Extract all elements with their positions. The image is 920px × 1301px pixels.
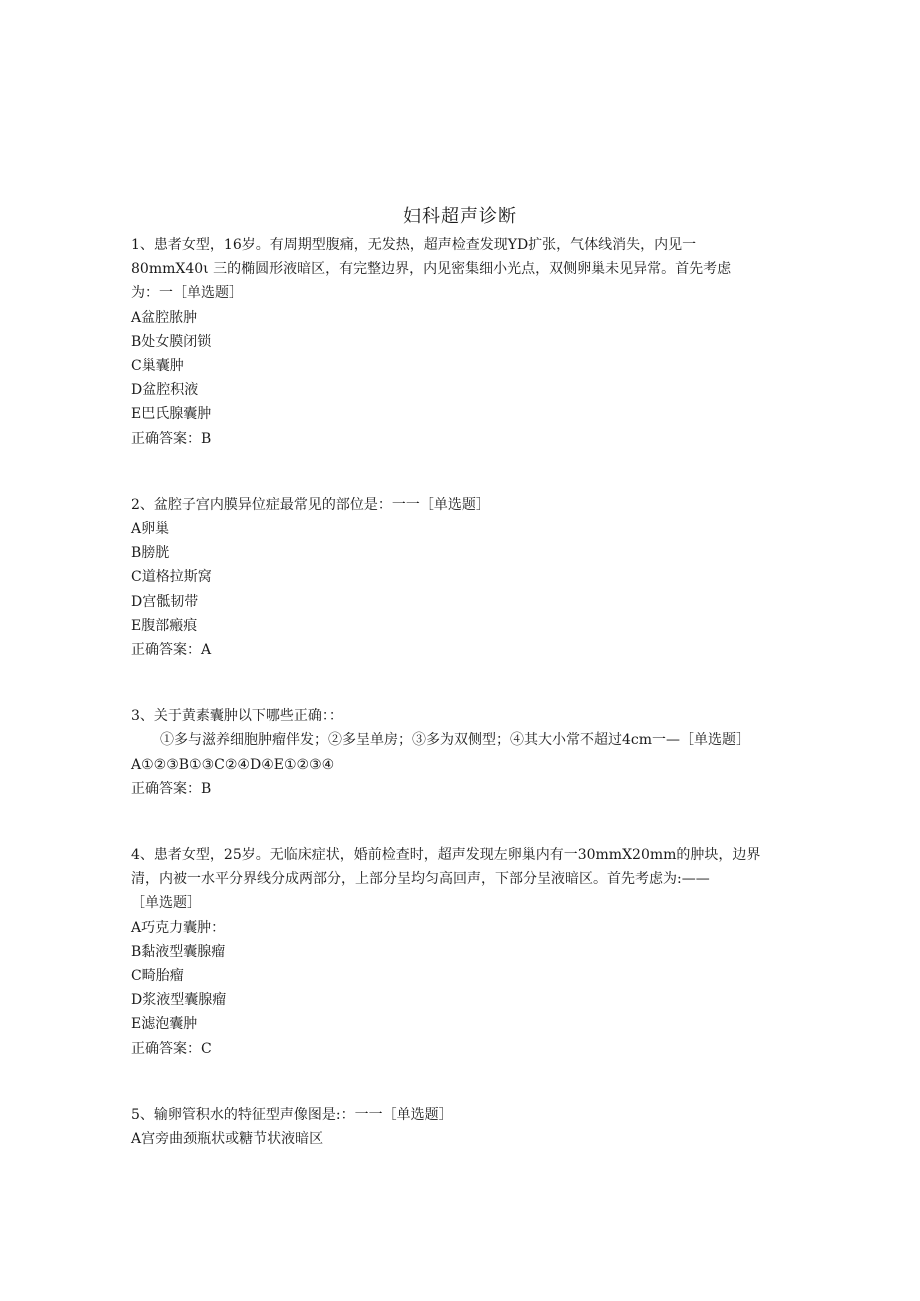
option-e: E巴氏腺囊肿 [131, 406, 212, 423]
document-title: 妇科超声诊断 [403, 206, 517, 227]
question-stem-line: 80mmX40ι 三的椭圆形液暗区，有完整边界，内见密集细小光点，双侧卵巢未见异常。首先考虑 [131, 261, 732, 278]
question-1 [131, 233, 796, 451]
question-spacer [131, 451, 796, 493]
question-5 [131, 1103, 796, 1151]
option-a: A卵巢 [131, 521, 170, 538]
question-spacer [131, 1061, 796, 1103]
question-stem-line: ［单选题］ [131, 895, 201, 912]
question-4 [131, 843, 796, 1061]
correct-answer: 正确答案：A [131, 642, 212, 659]
option-c: C巢囊肿 [131, 358, 184, 375]
question-stem-line: 5、输卵管积水的特征型声像图是:：一一［单选题］ [131, 1106, 453, 1123]
option-e: E腹部瘢痕 [131, 617, 198, 634]
question-stem-line: ①多与滋养细胞肿瘤伴发；②多呈单房；③多为双侧型；④其大小常不超过4cm一—［单选题］ [160, 732, 751, 749]
question-stem-line: 4、患者女型，25岁。无临床症状，婚前检查时，超声发现左卵巢内有一30mmX20mm的肿块，边界 [131, 847, 761, 864]
question-3 [131, 704, 796, 801]
correct-answer: 正确答案：B [131, 780, 212, 797]
option-c: C道格拉斯窝 [131, 569, 212, 586]
correct-answer: 正确答案：C [131, 1040, 212, 1057]
question-stem-line: 3、关于黄素囊肿以下哪些正确：： [131, 708, 343, 725]
question-spacer [131, 801, 796, 843]
option-e: E滤泡囊肿 [131, 1016, 198, 1033]
option-b: B黏液型囊腺瘤 [131, 943, 226, 960]
question-stem-line: 清，内被一水平分界线分成两部分，上部分呈均匀高回声，下部分呈液暗区。首先考虑为:—— [131, 871, 710, 888]
correct-answer: 正确答案：B [131, 430, 212, 447]
option-a: A盆腔脓肿 [131, 309, 198, 326]
option-d: D宫骶韧带 [131, 593, 199, 610]
option-a: A宫旁曲颈瓶状或糖节状液暗区 [131, 1131, 324, 1148]
option-d: D浆液型囊腺瘤 [131, 992, 227, 1009]
question-stem-line: 1、患者女型，16岁。有周期型腹痛，无发热，超声检查发现YD扩张，气体线消失，内见一 [131, 237, 697, 253]
question-stem-line: 为：一［单选题］ [131, 285, 243, 302]
option-c: C畸胎瘤 [131, 968, 184, 985]
question-list [131, 233, 796, 1151]
question-stem-line: 2、盆腔子宫内膜异位症最常见的部位是：一一［单选题］ [131, 496, 490, 513]
option-d: D盆腔积液 [131, 382, 199, 399]
option-b: B处女膜闭锁 [131, 333, 212, 350]
option-a: A巧克力囊肿： [131, 919, 226, 936]
question-options-inline: A①②③B①③C②④D④E①②③④ [131, 756, 335, 773]
question-2 [131, 493, 796, 662]
option-b: B膀胱 [131, 545, 170, 562]
question-spacer [131, 662, 796, 704]
